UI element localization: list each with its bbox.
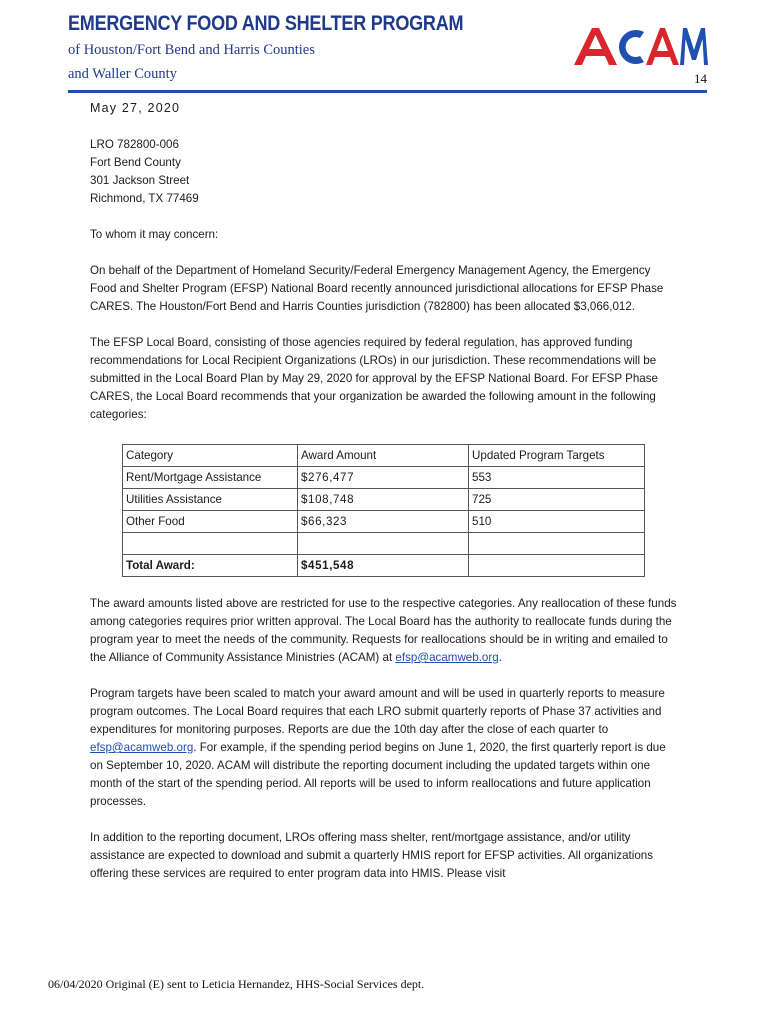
program-subtitle-line1: of Houston/Fort Bend and Harris Counties [68, 42, 315, 58]
table-cell: Other Food [123, 511, 298, 533]
table-row [123, 489, 645, 511]
restrictions-end: . [498, 651, 502, 664]
letter-body [90, 99, 680, 883]
acam-logo [572, 22, 708, 66]
targets-text-end: . For example, if the spending period begins on June 1, 2020, the first quarterly report is due on September 10, 2020. ACAM will distribute the reporting document including the updated targets within one month of the start of the spending period. All reports will be used to inform reallocations and future application processes. [90, 741, 666, 808]
address-line: Richmond, TX 77469 [90, 192, 199, 205]
table-cell [123, 533, 298, 555]
email-link[interactable]: efsp@acamweb.org [90, 741, 194, 754]
header-cell: Award Amount [298, 445, 469, 467]
total-value: $451,548 [298, 555, 469, 577]
footer-note: 06/04/2020 Original (E) sent to Leticia Hernandez, HHS-Social Services dept. [48, 977, 425, 991]
award-table [122, 444, 645, 577]
logo-m-blue [680, 28, 708, 65]
header-cell: Category [123, 445, 298, 467]
table-cell: 510 [469, 511, 645, 533]
greeting: To whom it may concern: [90, 228, 219, 241]
table-cell: $66,323 [298, 511, 469, 533]
paragraph-allocation: On behalf of the Department of Homeland Security/Federal Emergency Management Agency, the Emergency Food and Shelter Program (EFSP) National Board recently announced jurisdictional allocations for EFSP Phase CARES. The Houston/Fort Bend and Harris Counties jurisdiction (782800) has been allocated $3,066,012. [90, 264, 664, 313]
header-cell: Updated Program Targets [469, 445, 645, 467]
paragraph-hmis: In addition to the reporting document, LROs offering mass shelter, rent/mortgage assistance, and/or utility assistance are expected to download and submit a quarterly HMIS report for EFSP activities. All organizations offering these services are required to enter program data into HMIS. Please visit [90, 831, 654, 880]
program-subtitle-line2: and Waller County [68, 66, 177, 82]
table-cell: 553 [469, 467, 645, 489]
table-row-empty [123, 533, 645, 555]
table-total-row [123, 555, 645, 577]
table-row [123, 511, 645, 533]
program-title: EMERGENCY FOOD AND SHELTER PROGRAM [68, 12, 464, 35]
table-header-row [123, 445, 645, 467]
table-row [123, 467, 645, 489]
header-rule [68, 90, 707, 93]
recipient-address [90, 136, 680, 208]
paragraph-restrictions [90, 595, 680, 667]
page-number: 14 [694, 71, 707, 86]
total-label: Total Award: [123, 555, 298, 577]
address-line: 301 Jackson Street [90, 174, 190, 187]
table-cell: $276,477 [298, 467, 469, 489]
targets-text: Program targets have been scaled to match your award amount and will be used in quarterly reports to measure program outcomes. The Local Board requires that each LRO submit quarterly reports of Phase 37 activities and expenditures for monitoring purposes. Reports are due the 10th day after the close of each quarter to [90, 687, 665, 736]
table-cell [469, 555, 645, 577]
address-line: LRO 782800-006 [90, 138, 179, 151]
logo-a2-red [646, 28, 679, 65]
letter-date: May 27, 2020 [90, 101, 181, 115]
table-cell: Rent/Mortgage Assistance [123, 467, 298, 489]
table-cell: 725 [469, 489, 645, 511]
table-cell [298, 533, 469, 555]
logo-a-red [574, 28, 617, 65]
address-line: Fort Bend County [90, 156, 181, 169]
restrictions-text: The award amounts listed above are restricted for use to the respective categories. Any reallocation of these funds among categories requires prior written approval. The Local Board has the authority to reallocate funds during the program year to meet the needs of the community. Requests for reallocations should be in writing and emailed to the Alliance of Community Assistance Ministries (ACAM) at [90, 597, 677, 664]
table-cell [469, 533, 645, 555]
table-cell: Utilities Assistance [123, 489, 298, 511]
logo-c-blue [619, 30, 644, 64]
table-cell: $108,748 [298, 489, 469, 511]
paragraph-recommendation: The EFSP Local Board, consisting of those agencies required by federal regulation, has approved funding recommendations for Local Recipient Organizations (LROs) in our jurisdiction. These recommendations will be submitted in the Local Board Plan by May 29, 2020 for approval by the EFSP National Board. For EFSP Phase CARES, the Local Board recommends that your organization be awarded the following amount in the following categories: [90, 336, 658, 421]
paragraph-targets [90, 685, 680, 811]
email-link[interactable]: efsp@acamweb.org [395, 651, 499, 664]
